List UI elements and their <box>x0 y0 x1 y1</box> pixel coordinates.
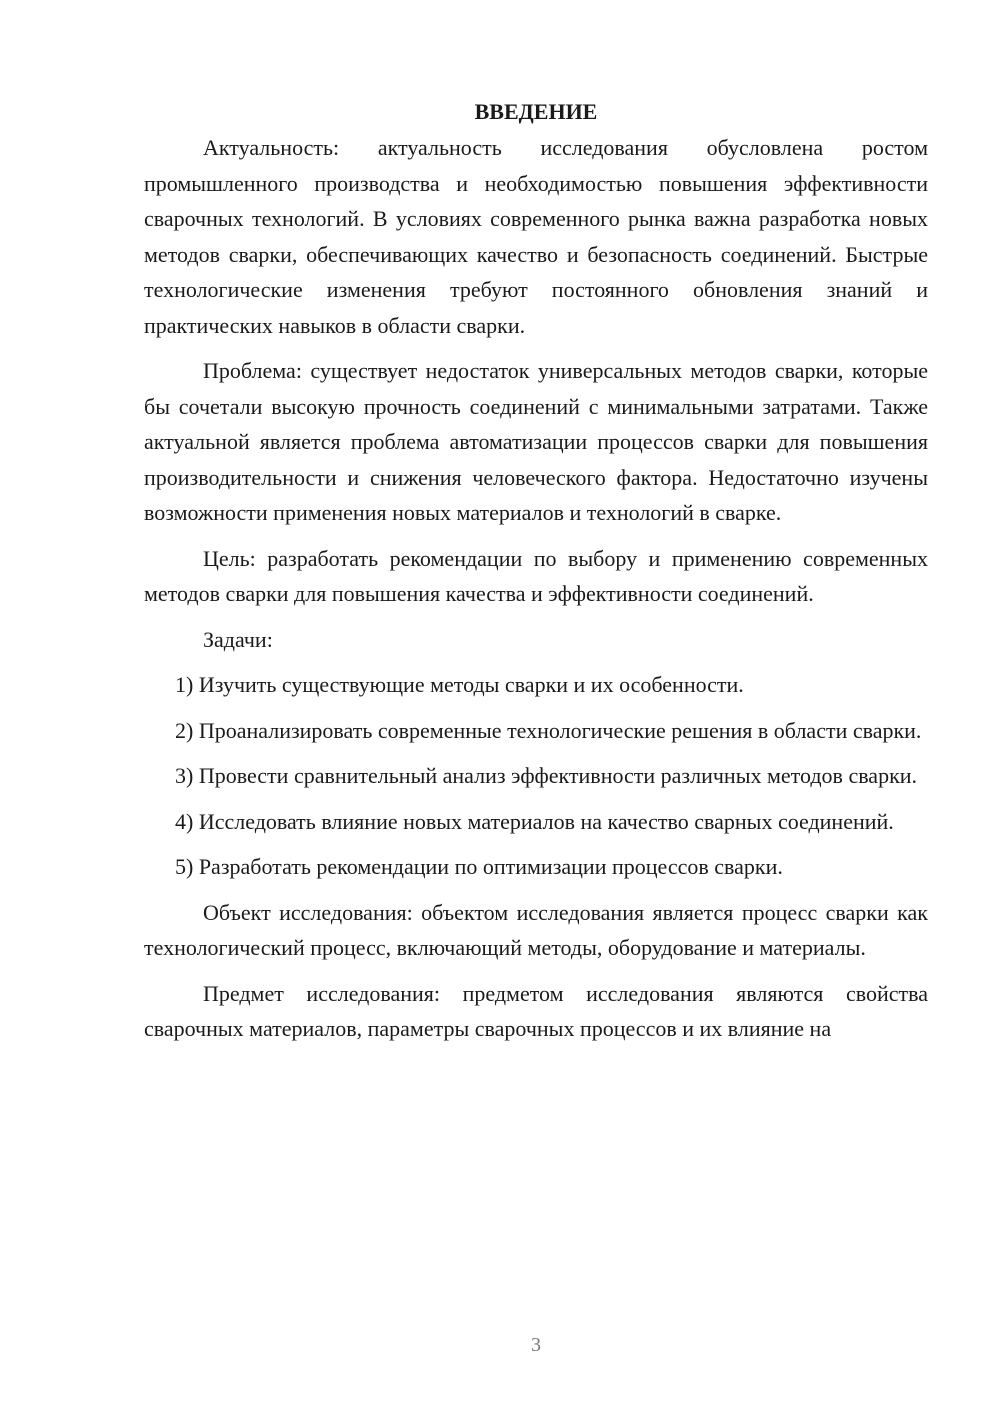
task-item: 3) Провести сравнительный анализ эффективности различных методов сварки. <box>175 763 918 788</box>
paragraph-subject: Предмет исследования: предметом исследования являются свойства сварочных материалов, параметры сварочных процессов и их влияние на <box>144 980 928 1041</box>
paragraph-object: Объект исследования: объектом исследования является процесс сварки как технологический процесс, включающий методы, оборудование и материалы. <box>144 899 928 960</box>
task-item: 2) Проанализировать современные технологические решения в области сварки. <box>175 717 922 743</box>
section-title: ВВЕДЕНИЕ <box>474 99 598 124</box>
document-page <box>144 94 928 1057</box>
paragraph-goal: Цель: разработать рекомендации по выбору и применению современных методов сварки для повышения качества и эффективности соединений. <box>144 545 928 606</box>
task-item: 5) Разработать рекомендации по оптимизации процессов сварки. <box>175 854 783 879</box>
paragraph-relevance: Актуальность: актуальность исследования обусловлена ростом промышленного производства и необходимостью повышения эффективности сварочных технологий. В условиях современного рынка важна разработка новых методов сварки, обеспечивающих качество и безопасность соединений. Быстрые технологические изменения требуют постоянного обновления знаний и практических навыков в области сварки. <box>144 135 928 338</box>
paragraph-problem: Проблема: существует недостаток универсальных методов сварки, которые бы сочетали высокую прочность соединений с минимальными затратами. Также актуальной является проблема автоматизации процессов сварки для повышения производительности и снижения человеческого фактора. Недостаточно изучены возможности применения новых материалов и технологий в сварке. <box>144 358 928 525</box>
task-item: 4) Исследовать влияние новых материалов на качество сварных соединений. <box>175 808 894 834</box>
paragraph-tasks-heading: Задачи: <box>203 626 273 652</box>
page-number: 3 <box>531 1334 541 1356</box>
task-item: 1) Изучить существующие методы сварки и их особенности. <box>175 672 744 697</box>
